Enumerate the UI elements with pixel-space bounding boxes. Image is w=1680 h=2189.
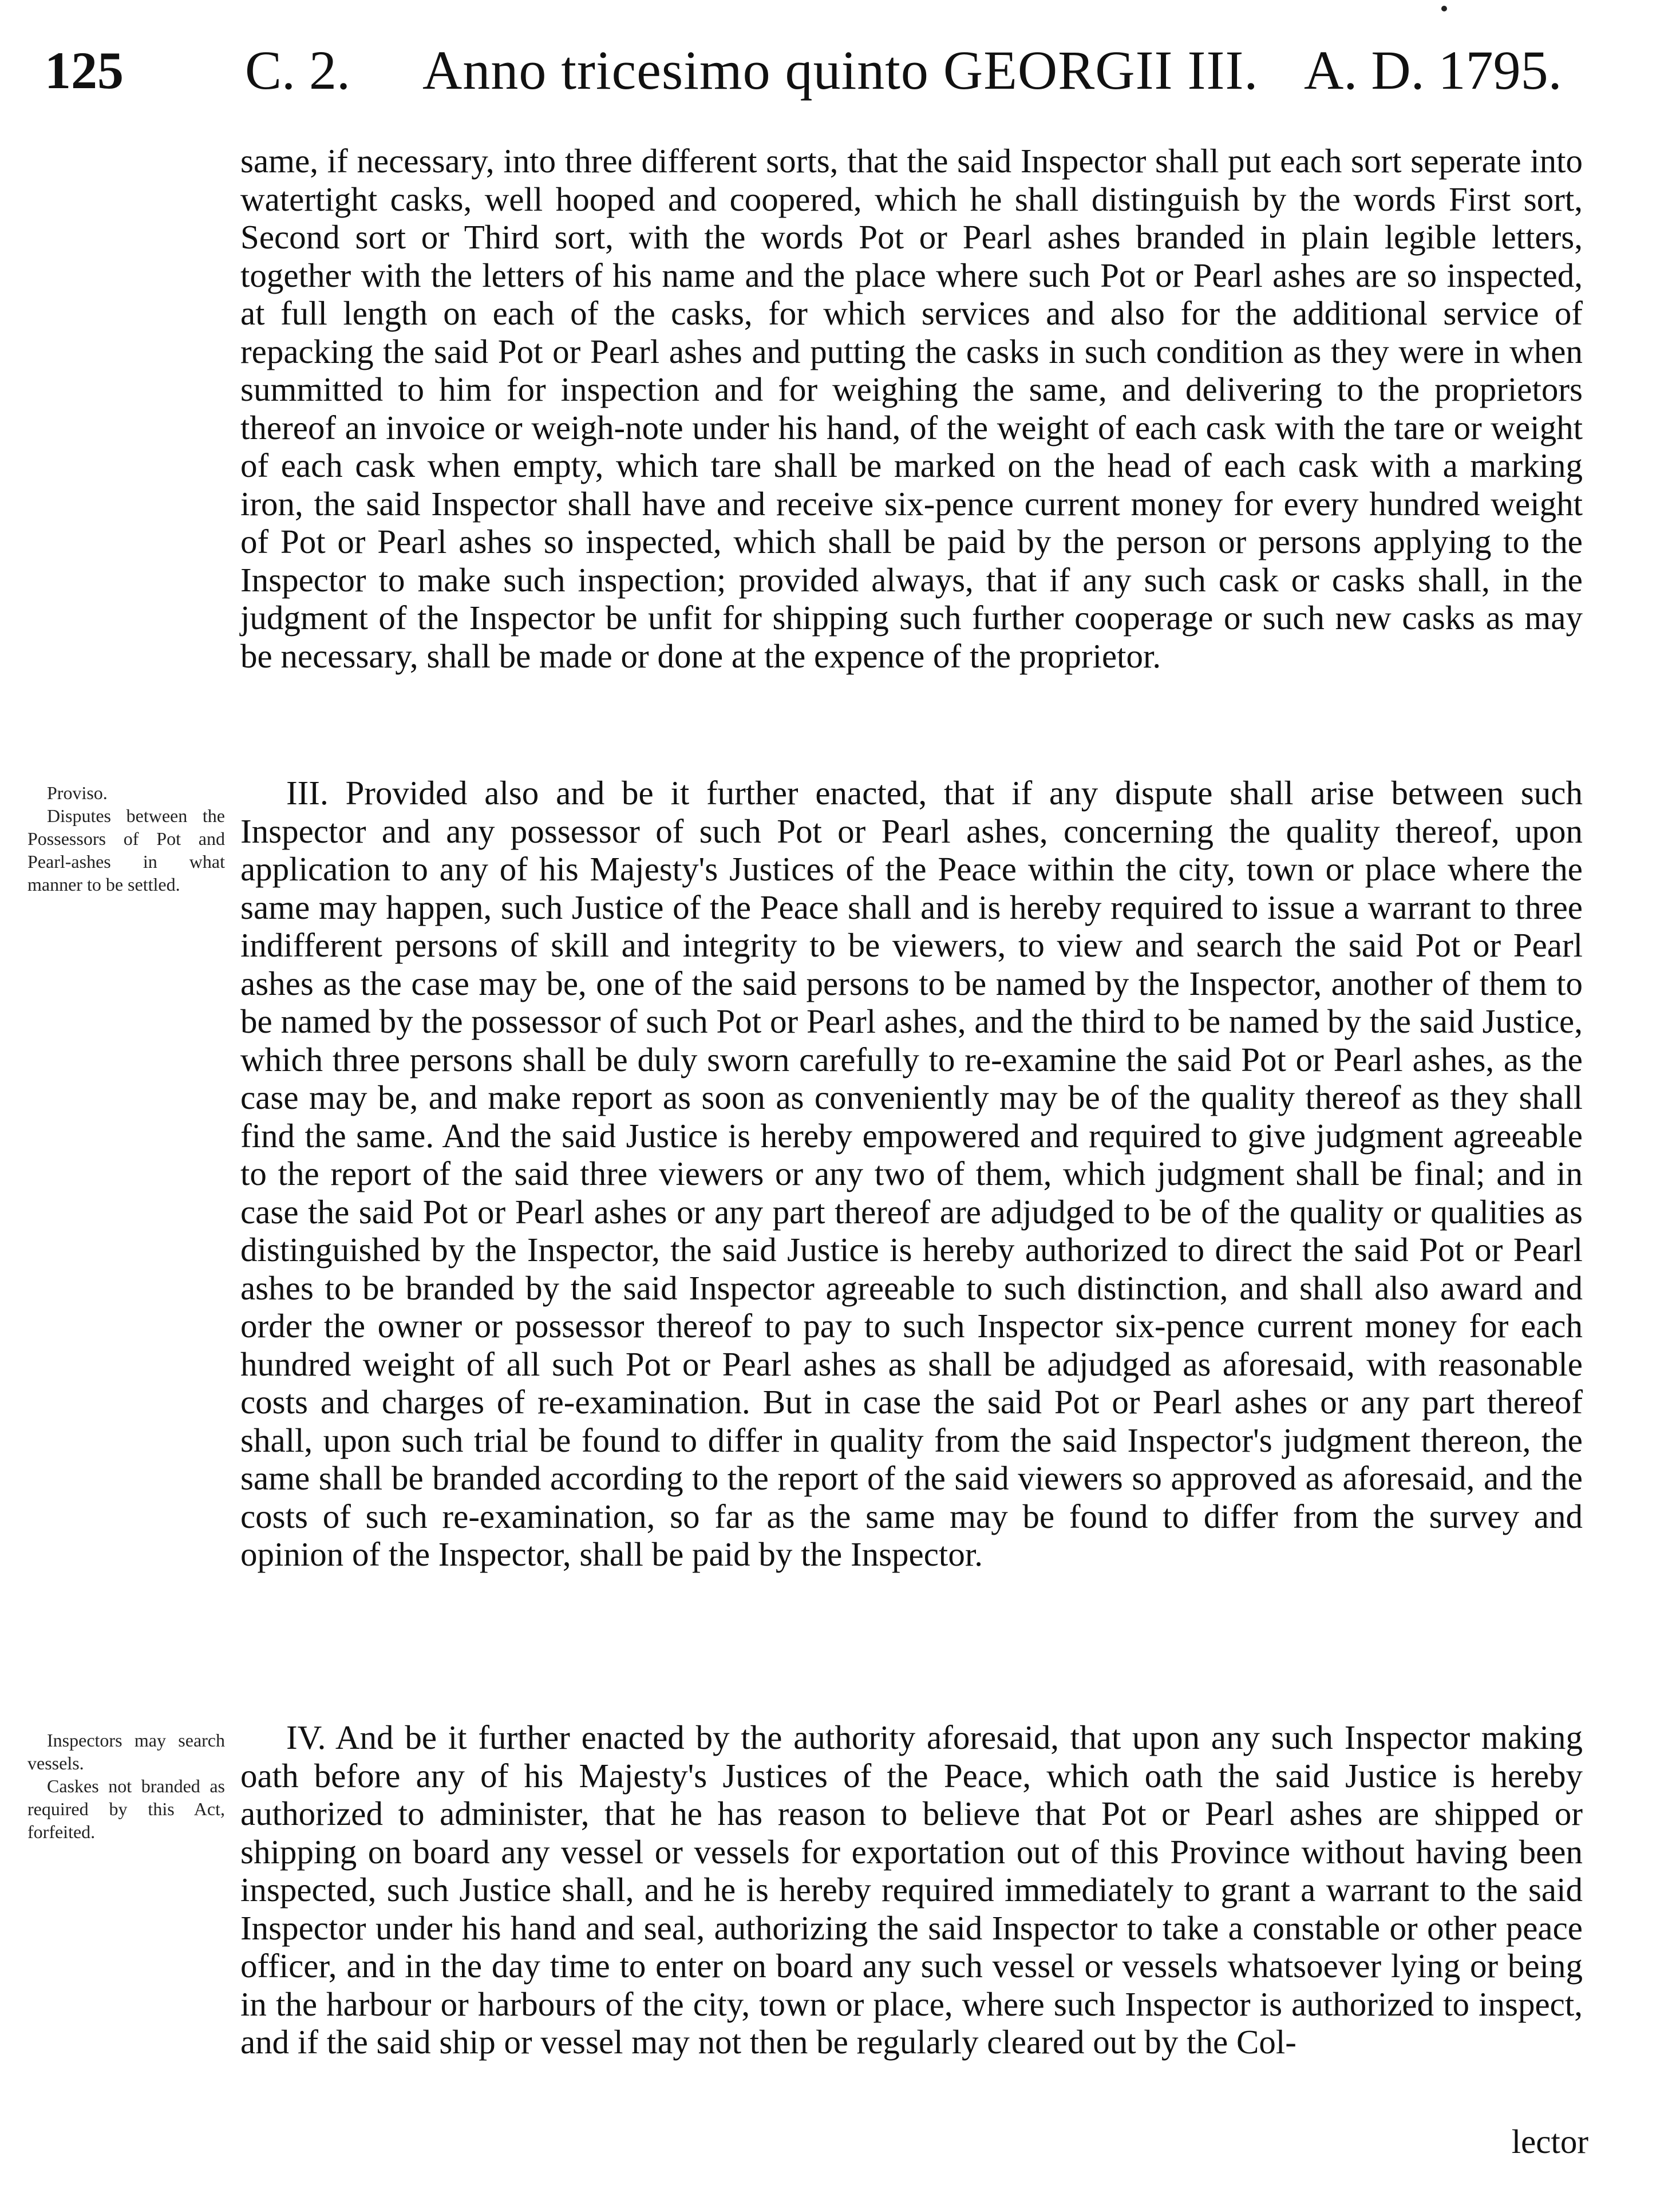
year-label: A. D. 1795. (1304, 39, 1562, 101)
margin-note-proviso: Proviso. (47, 783, 108, 803)
margin-note-disputes: Disputes between the Possessors of Pot and Pearl-ashes in what manner to be settled. (27, 805, 225, 895)
chapter-label: C. 2. (245, 39, 351, 101)
page-number: 125 (45, 41, 124, 100)
paragraph-continuation: same, if necessary, into three different sorts, that the said Inspector shall put each sort seperate into watertight casks, well hooped and coopered, which he shall distinguish by the words First sort, Second sort or Third sort, with the words Pot or Pearl ashes branded in plain legible letters, together with the letters of his name and the place where such Pot or Pearl ashes are so inspected, at full length on each of the casks, for which services and also for the additional service of repacking the said Pot or Pearl ashes and putting the casks in such condition as they were in when summitted to him for inspection and for weighing the same, and delivering to the proprietors thereof an invoice or weigh-note under his hand, of the weight of each cask with the tare or weight of each cask when empty, which tare shall be marked on the head of each cask with a marking iron, the said Inspector shall have and receive six-pence current money for every hundred weight of Pot or Pearl ashes so inspected, which shall be paid by the person or persons applying to the Inspector to make such inspection; provided always, that if any such cask or casks shall, in the judgment of the Inspector be unfit for shipping such further cooperage or such new casks as may be necessary, shall be made or done at the expence of the proprietor. (240, 142, 1583, 675)
running-title: Anno tricesimo quinto GEORGII III. (422, 39, 1259, 101)
ink-speck (1441, 6, 1447, 11)
section-iii-paragraph: III. Provided also and be it further enacted, that if any dispute shall arise between such Inspector and any possessor of such Pot or Pearl ashes, concerning the quality thereof, upon application to any of his Majesty's Justices of the Peace within the city, town or place where the same may happen, such Justice of the Peace shall and is hereby required to issue a warrant to three indifferent persons of skill and integrity to be viewers, to view and search the said Pot or Pearl ashes as the case may be, one of the said persons to be named by the Inspector, another of them to be named by the possessor of such Pot or Pearl ashes, and the third to be named by the said Justice, which three persons shall be duly sworn carefully to re-examine the said Pot or Pearl ashes, as the case may be, and make report as soon as conveniently may be of the quality thereof as they shall find the same. And the said Justice is hereby empowered and required to give judgment agreeable to the report of the said three viewers or any two of them, which judgment shall be final; and in case the said Pot or Pearl ashes or any part thereof are adjudged to be of the quality or qualities as distinguished by the Inspector, the said Justice is hereby authorized to direct the said Pot or Pearl ashes to be branded by the said Inspector agreeable to such distinction, and shall also award and order the owner or possessor thereof to pay to such Inspector six-pence current money for each hundred weight of all such Pot or Pearl ashes as shall be adjudged as aforesaid, with reasonable costs and charges of re-examination. But in case the said Pot or Pearl ashes or any part thereof shall, upon such trial be found to differ in quality from the said Inspector's judgment thereon, the same shall be branded according to the report of the said viewers so approved as aforesaid, and the costs of such re-examination, so far as the same may be found to differ from the survey and opinion of the Inspector, shall be paid by the Inspector. (240, 774, 1583, 1573)
section-iv-paragraph: IV. And be it further enacted by the authority aforesaid, that upon any such Inspector making oath before any of his Majesty's Justices of the Peace, which oath the said Justice is hereby authorized to administer, that he has reason to believe that Pot or Pearl ashes are shipped or shipping on board any vessel or vessels for exportation out of this Province without having been inspected, such Justice shall, and he is hereby required immediately to grant a warrant to the said Inspector under his hand and seal, authorizing the said Inspector to take a constable or other peace officer, and in the day time to enter on board any such vessel or vessels whatsoever lying or being in the harbour or harbours of the city, town or place, where such Inspector is authorized to inspect, and if the said ship or vessel may not then be regularly cleared out by the Col- (240, 1718, 1583, 2061)
margin-note-section-iii (27, 781, 225, 896)
margin-note-search-vessels: Inspectors may search vessels. (27, 1730, 225, 1773)
margin-note-section-iv (27, 1729, 225, 1843)
margin-note-forfeited: Caskes not branded as required by this Act, forfeited. (27, 1776, 225, 1842)
page-header (45, 27, 1590, 113)
catchword: lector (1511, 2123, 1588, 2160)
